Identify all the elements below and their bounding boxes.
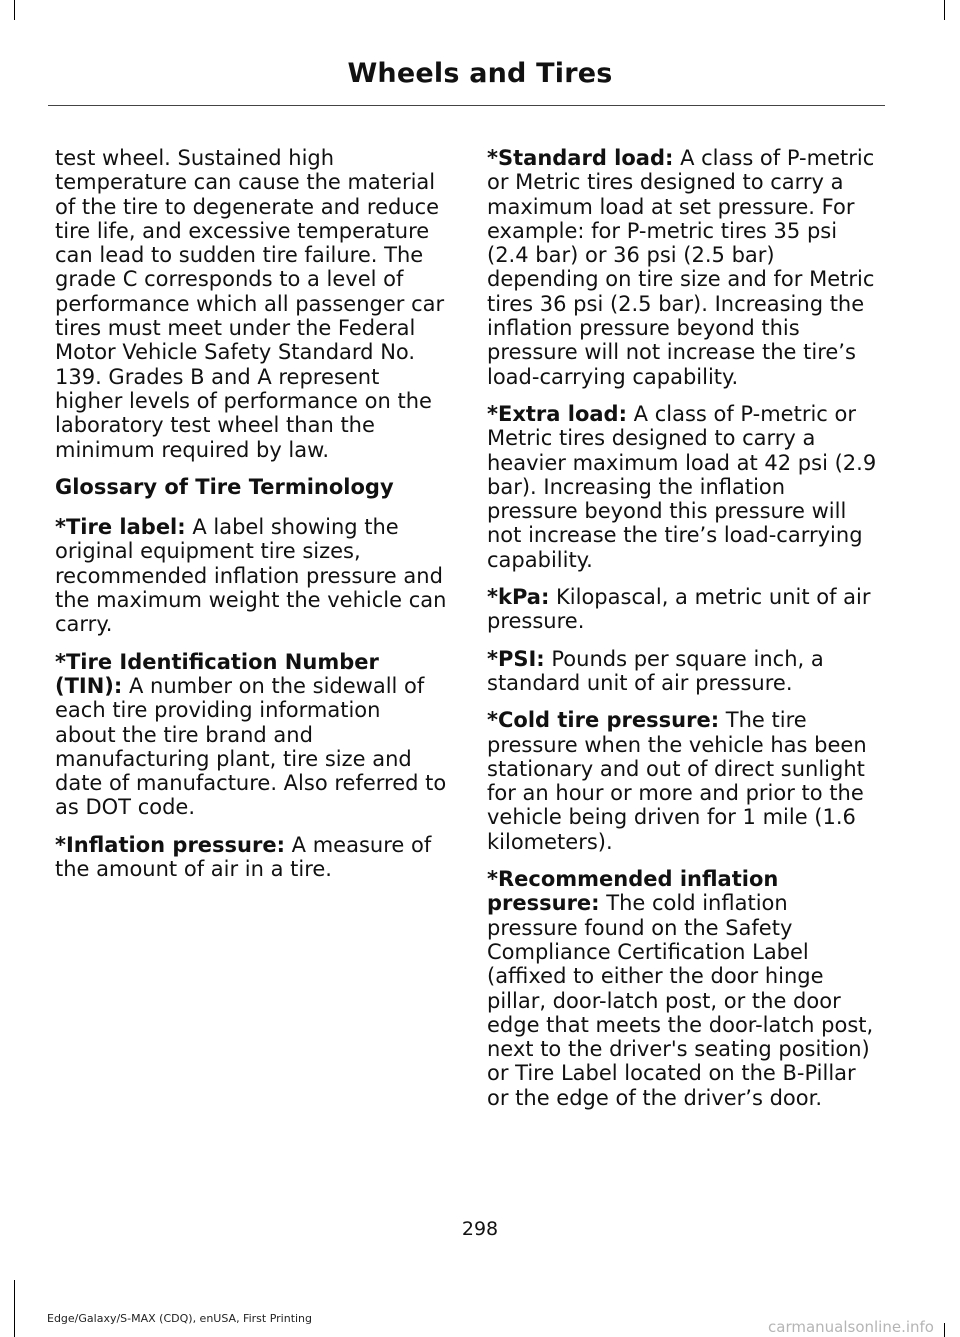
right-column [487,146,879,1123]
glossary-entry-psi [487,647,879,696]
glossary-definition: The tire pressure when the vehicle has been stationary and out of direct sunlight for an hour or more and prior to the vehicle being driven for 1 mile (1.6 kilometers). [487,708,867,854]
glossary-term: *Tire label: [55,515,186,540]
page-title: Wheels and Tires [347,58,613,89]
glossary-definition: A measure of the amount of air in a tire. [55,832,432,882]
crop-mark-bottom-right [944,1323,945,1337]
intro-paragraph: test wheel. Sustained high temperature can cause the material of the tire to degenerate and reduce tire life, and excessive temperature can lead to sudden tire failure. The grade C corresponds to a level of performance which all passenger car tires must meet under the Federal Motor Vehicle Safety Standard No. 139. Grades B and A represent higher levels of performance on the laboratory test wheel than the minimum required by law. [55,146,445,462]
glossary-heading: Glossary of Tire Terminology [55,474,394,499]
glossary-definition: A number on the sidewall of each tire providing information about the tire brand and manufacturing plant, tire size and date of manufacture. Also referred to as DOT code. [55,673,447,820]
glossary-definition: Pounds per square inch, a standard unit of air pressure. [487,646,824,695]
glossary-entry-tin [55,650,447,820]
glossary-term: *kPa: [487,585,550,610]
glossary-definition: A label showing the original equipment tire sizes, recommended inflation pressure and the maximum weight the vehicle can carry. [55,515,447,637]
glossary-definition: A class of P-metric or Metric tires designed to carry a heavier maximum load at 42 psi (2.9 bar). Increasing the inflation pressure beyond this pressure will not increase the tire’s load-carrying capability. [487,401,877,572]
glossary-entry-tire-label [55,515,447,636]
glossary-entry-inflation-pressure [55,833,447,882]
crop-mark-bottom-left [14,1280,15,1337]
edition-footer: Edge/Galaxy/S-MAX (CDQ), enUSA, First Printing [47,1312,313,1325]
glossary-term: *Extra load: [487,401,627,426]
header-divider [48,105,885,106]
glossary-entry-recommended-inflation-pressure [487,867,879,1110]
glossary-term: *Recommended inflation pressure: [487,867,779,916]
page-number: 298 [461,1218,499,1240]
glossary-term: *Cold tire pressure: [487,708,720,733]
watermark: carmanualsonline.info [768,1318,934,1336]
glossary-entry-standard-load [487,146,879,389]
glossary-entry-extra-load [487,402,879,572]
glossary-definition: Kilopascal, a metric unit of air pressure. [487,585,871,634]
glossary-term: *PSI: [487,646,545,671]
glossary-entry-kpa [487,585,879,634]
glossary-entry-cold-tire-pressure [487,708,879,854]
glossary-definition: A class of P-metric or Metric tires designed to carry a maximum load at set pressure. For example: for P-metric tires 35 psi (2.4 bar) or 36 psi (2.5 bar) depending on tire size and for Metric tires 36 psi (2.5 bar). Increasing the inflation pressure beyond this pressure will not increase the tire’s load-carrying capability. [487,146,875,389]
glossary-definition: The cold inflation pressure found on the Safety Compliance Certification Label (affixed to either the door hinge pillar, door-latch post, or the door edge that meets the door-latch post, next to the driver's seating position) or Tire Label located on the B-Pillar or the edge of the driver’s door. [487,891,874,1110]
crop-mark-top-right [944,0,945,20]
glossary-term: *Tire Identification Number (TIN): [55,649,379,698]
glossary-term: *Inflation pressure: [55,832,285,857]
glossary-term: *Standard load: [487,146,674,170]
crop-mark-top-left [14,0,15,20]
left-column [55,146,447,894]
